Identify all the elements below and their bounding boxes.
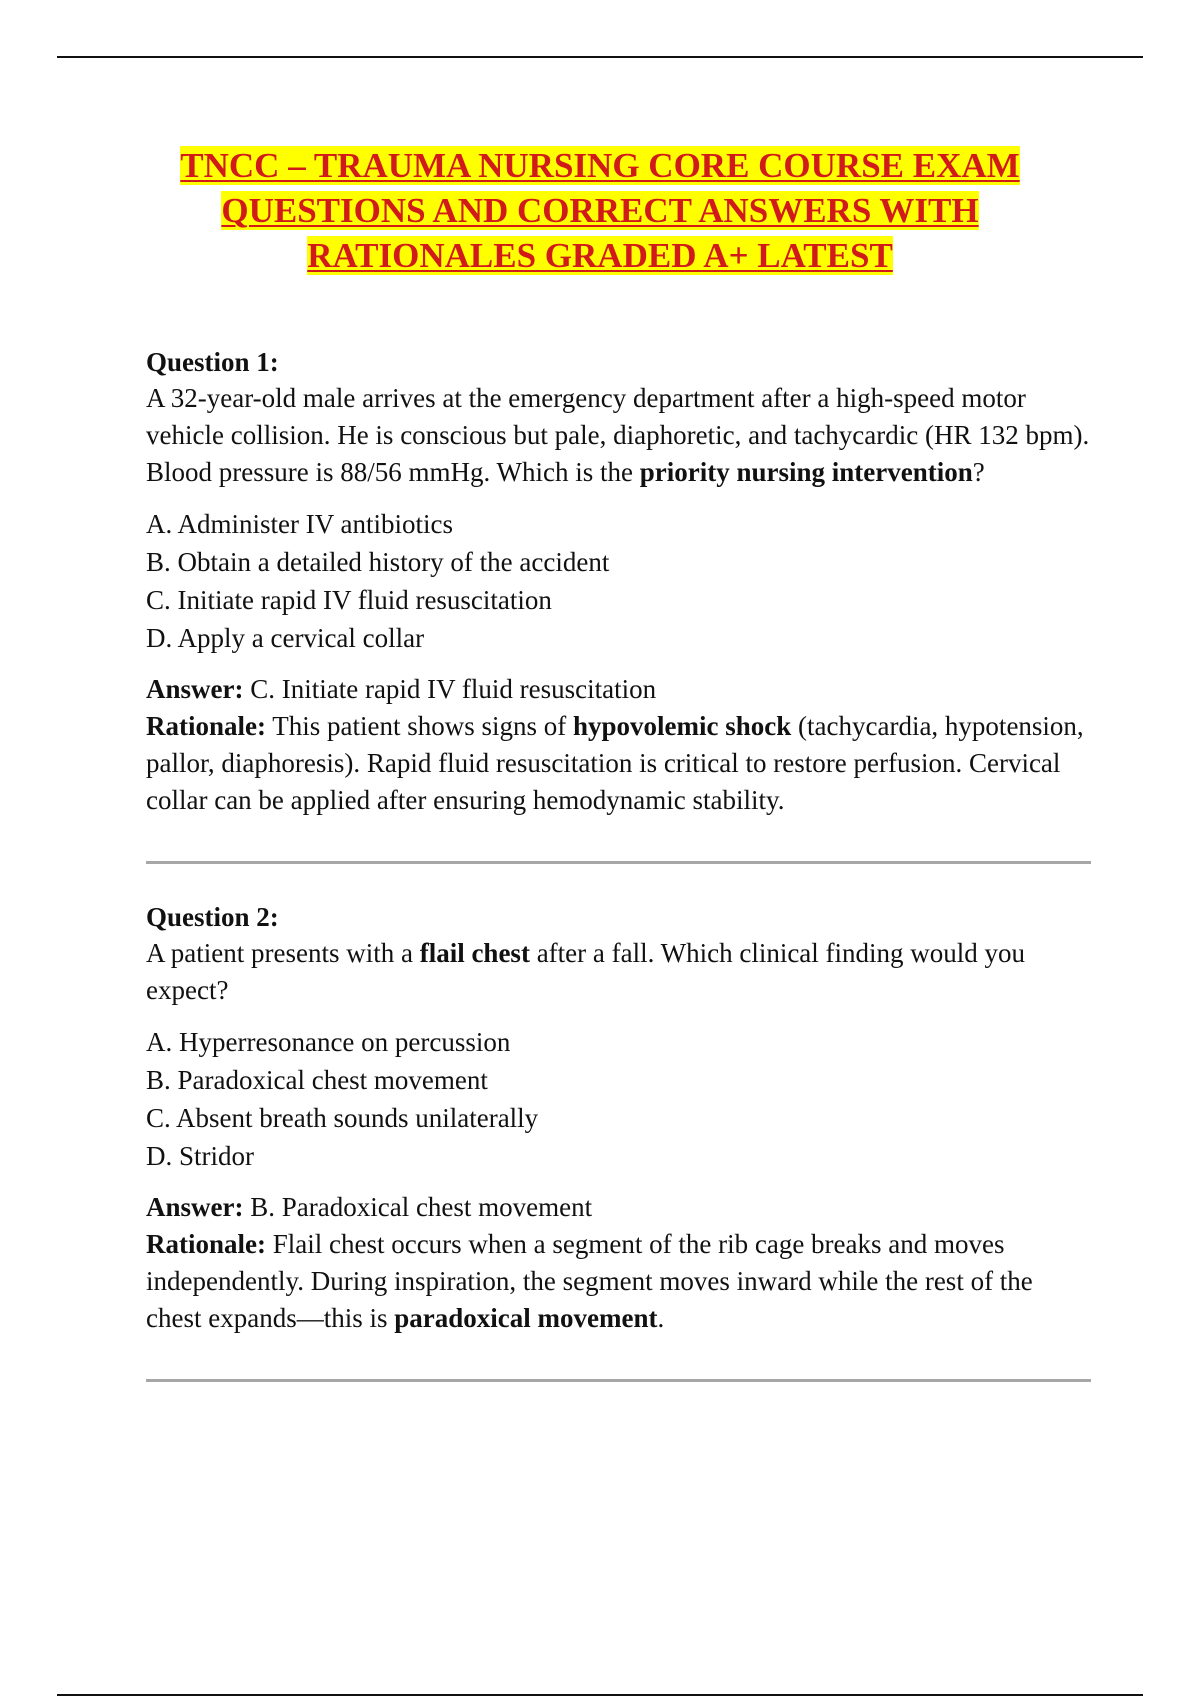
question-text xyxy=(146,935,1091,1009)
question-list xyxy=(146,345,1091,1382)
question-text-end: ? xyxy=(972,457,985,487)
question-1 xyxy=(146,345,1091,819)
answer-options xyxy=(146,1023,1091,1175)
question-text-start: A patient presents with a xyxy=(146,938,420,968)
question-text-emphasis: priority nursing intervention xyxy=(639,457,973,487)
question-heading: Question 1: xyxy=(146,347,279,377)
rationale-emphasis: hypovolemic shock xyxy=(573,711,792,741)
question-text-start: A 32-year-old male arrives at the emergency department after a high-speed motor vehicle collision. He is conscious but pale, diaphoretic, and tachycardic (HR 132 bpm). Blood pressure is 88/56 mmHg. Which is the xyxy=(146,383,1090,487)
rationale-text-end: . xyxy=(657,1303,665,1333)
title-line-2: QUESTIONS AND CORRECT ANSWERS WITH xyxy=(221,191,979,230)
answer-text: B. Paradoxical chest movement xyxy=(243,1192,593,1222)
answer-options xyxy=(146,505,1091,657)
option-d: D. Apply a cervical collar xyxy=(146,623,425,653)
rationale-text-end: (tachycardia, hypotension, pallor, diaphoresis). Rapid fluid resuscitation is critical to restore perfusion. Cervical collar can be applied after ensuring hemodynamic stability. xyxy=(146,711,1084,815)
question-text-end: after a fall. Which clinical finding would you expect? xyxy=(146,938,1026,1005)
correct-answer xyxy=(146,1189,1091,1226)
correct-answer xyxy=(146,671,1091,708)
option-a: A. Administer IV antibiotics xyxy=(146,509,453,539)
answer-label: Answer: xyxy=(146,674,244,704)
title-line-3: RATIONALES GRADED A+ LATEST xyxy=(307,236,893,275)
answer-text: C. Initiate rapid IV fluid resuscitation xyxy=(243,674,657,704)
rationale-label: Rationale: xyxy=(146,1229,266,1259)
option-d: D. Stridor xyxy=(146,1141,254,1171)
footer-rule xyxy=(57,1694,1143,1696)
option-a: A. Hyperresonance on percussion xyxy=(146,1027,511,1057)
rationale-label: Rationale: xyxy=(146,711,266,741)
section-divider xyxy=(146,1379,1091,1382)
option-b: B. Paradoxical chest movement xyxy=(146,1065,488,1095)
rationale xyxy=(146,708,1091,819)
rationale-text-start: Flail chest occurs when a segment of the rib cage breaks and moves independently. During inspiration, the segment moves inward while the rest of the chest expands—this is xyxy=(146,1229,1033,1333)
option-c: C. Initiate rapid IV fluid resuscitation xyxy=(146,585,552,615)
option-b: B. Obtain a detailed history of the accident xyxy=(146,547,610,577)
rationale xyxy=(146,1226,1091,1337)
title-line-1: TNCC – TRAUMA NURSING CORE COURSE EXAM xyxy=(180,146,1020,185)
option-c: C. Absent breath sounds unilaterally xyxy=(146,1103,539,1133)
header-rule xyxy=(57,56,1143,58)
question-text-emphasis: flail chest xyxy=(419,938,530,968)
section-divider xyxy=(146,861,1091,864)
document-title xyxy=(100,143,1100,278)
rationale-emphasis: paradoxical movement xyxy=(394,1303,658,1333)
answer-label: Answer: xyxy=(146,1192,244,1222)
question-heading: Question 2: xyxy=(146,902,279,932)
question-2 xyxy=(146,900,1091,1337)
rationale-text-start: This patient shows signs of xyxy=(265,711,573,741)
question-text xyxy=(146,380,1091,491)
